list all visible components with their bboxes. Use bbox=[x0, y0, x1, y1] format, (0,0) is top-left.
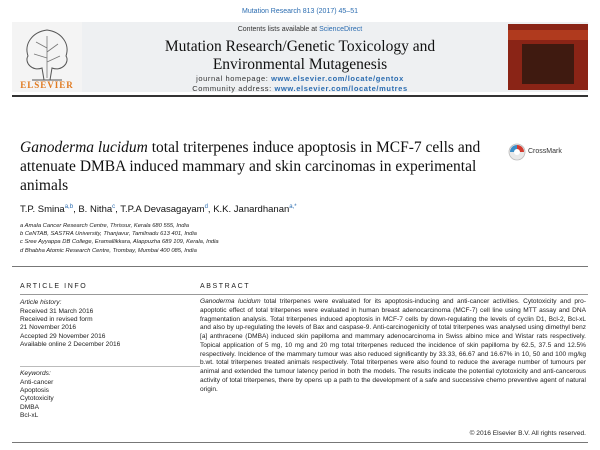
abstract-body bbox=[200, 298, 586, 394]
elsevier-wordmark: ELSEVIER bbox=[20, 80, 74, 90]
abstract-text: total triterpenes were evaluated for its apoptosis-inducing and anti-cancer activities. Cytotoxicity and pro-apoptotic effect of total triterpenes were evaluated in human breast adenocarcinoma (MCF-7) cell line using MTT assay and DNA fragmentation analysis. Total triterpenes induced apoptosis in MCF-7 cells by down-regulating the levels of cyclin D1, Bcl-2, Bcl-xL and also by up-regulating the levels of Bax and caspase-9. Anti-carcinogenicity of total triterpenes was analysed using dimethyl benz [a] anthracene (DMBA) induced skin papilloma and mammary adenocarcinoma in Swiss albino mice and Wistar rats respectively. Topical application of 5 mg, 10 mg and 20 mg total triterpenes reduced the incidence of skin papilloma by 62.5, 37.5 and 12.5% respectively. Incidence of the mammary tumour was also reduced significantly by 33.33, 66.67 and 16.67% in 10, 50 and 100 mg/kg b.wt. total triterpenes treated animals respectively. Total triterpenes were also found to reduce the average number of tumours per animal and extended the tumour latency period in both the models. The results indicate the potential cytotoxicity and anti-cancerous activity of total triterpenes, there by opens up a path to the development of a safe and successive chemo preventive agent of natural origin. bbox=[200, 298, 586, 393]
author-list: T.P. Smina$^{a,b}$, B. Nitha$^c$, T.P.A Devasagayam$^d$, K.K. Janardhanan$^{a,*}$ bbox=[20, 204, 297, 216]
author[interactable]: T.P. Smina bbox=[20, 204, 65, 216]
title-text: total triterpenes induce apoptosis in MCF-7 cells and attenuate DMBA induced mammary and skin carcinomas in experimental animals bbox=[20, 139, 481, 194]
article-history-heading: Article history: bbox=[20, 299, 62, 306]
affiliation-line: a Amala Cancer Research Centre, Thrissur, Kerala 680 555, India bbox=[20, 223, 189, 229]
keywords-list bbox=[20, 379, 54, 420]
section-divider bbox=[12, 266, 588, 267]
article-history-list bbox=[20, 308, 120, 349]
keyword-item: Bcl-xL bbox=[20, 411, 39, 419]
keywords-divider bbox=[20, 366, 200, 367]
history-item: Accepted 29 November 2016 bbox=[20, 332, 106, 340]
article-info-heading: ARTICLE INFO bbox=[20, 283, 88, 290]
author[interactable]: T.P.A Devasagayam bbox=[120, 204, 205, 216]
keywords-heading: Keywords: bbox=[20, 370, 51, 377]
article-info-divider bbox=[20, 294, 200, 295]
keyword-item: Cytotoxicity bbox=[20, 395, 54, 403]
bottom-divider bbox=[12, 442, 588, 443]
affiliation-line: c Sree Ayyappa DB College, Eramallikkara, Alappuzha 689 109, Kerala, India bbox=[20, 239, 219, 246]
author-affiliation-marker[interactable]: c bbox=[112, 204, 116, 210]
keyword-item: Anti-cancer bbox=[20, 379, 54, 386]
abstract-species: Ganoderma lucidum bbox=[200, 298, 261, 305]
keyword-item: Apoptosis bbox=[20, 387, 49, 395]
history-item: Received 31 March 2016 bbox=[20, 308, 94, 315]
paper-title bbox=[20, 138, 500, 195]
homepage-link[interactable]: www.elsevier.com/locate/gentox bbox=[271, 74, 404, 83]
title-species: Ganoderma lucidum bbox=[20, 139, 148, 156]
crossmark-icon[interactable] bbox=[508, 142, 526, 162]
journal-title-line2: Environmental Mutagenesis bbox=[212, 56, 388, 73]
journal-citation[interactable]: Mutation Research 813 (2017) 45–51 bbox=[242, 8, 358, 15]
keyword-item: DMBA bbox=[20, 403, 40, 411]
affiliation-line: d Bhabha Atomic Research Centre, Trombay, Mumbai 400 085, India bbox=[20, 247, 197, 254]
affiliation-line: b CeNTAB, SASTRA University, Thanjavur, Tamilnadu 613 401, India bbox=[20, 231, 197, 238]
journal-title-line1: Mutation Research/Genetic Toxicology and bbox=[164, 38, 436, 55]
history-item: 21 November 2016 bbox=[20, 324, 77, 332]
homepage-label: journal homepage: bbox=[196, 74, 272, 83]
journal-cover-band bbox=[508, 30, 588, 40]
journal-cover-art bbox=[522, 44, 574, 84]
history-item: Available online 2 December 2016 bbox=[20, 340, 121, 348]
author[interactable]: B. Nitha bbox=[78, 204, 113, 216]
copyright-notice: © 2016 Elsevier B.V. All rights reserved. bbox=[469, 430, 586, 437]
header-divider bbox=[12, 95, 588, 97]
crossmark-label[interactable]: CrossMark bbox=[528, 148, 562, 155]
address-link[interactable]: www.elsevier.com/locate/mutres bbox=[274, 84, 408, 93]
author[interactable]: K.K. Janardhanan bbox=[213, 204, 290, 216]
abstract-heading: ABSTRACT bbox=[200, 283, 251, 290]
affiliations bbox=[20, 222, 580, 255]
abstract-divider bbox=[200, 294, 588, 295]
sciencedirect-link[interactable]: ScienceDirect bbox=[319, 26, 363, 33]
author-affiliation-marker[interactable]: d bbox=[204, 204, 208, 210]
address-label: Community address: bbox=[192, 84, 275, 93]
author-affiliation-marker[interactable]: a,* bbox=[289, 204, 297, 210]
contents-prefix: Contents lists available at bbox=[237, 26, 320, 33]
author-affiliation-marker[interactable]: a,b bbox=[64, 204, 74, 210]
history-item: Received in revised form bbox=[20, 316, 93, 324]
